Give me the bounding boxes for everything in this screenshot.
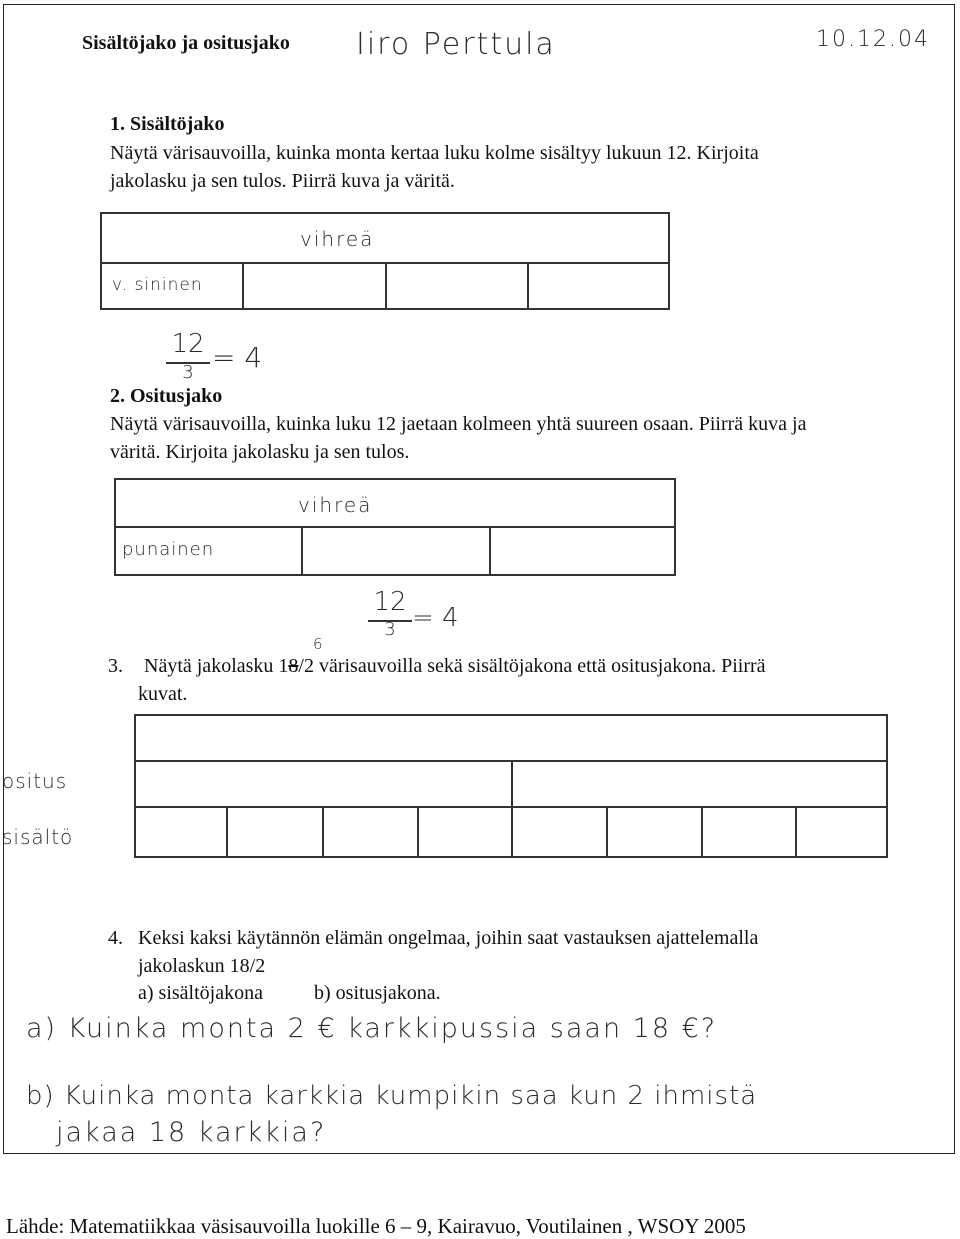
- task1-bottom-rod-label: v. sininen: [112, 275, 203, 295]
- task3-divider: [511, 806, 513, 856]
- task3-correction: 6: [313, 635, 323, 653]
- task4-answer-a: a) Kuinka monta 2 € karkkipussia saan 18 €?: [26, 1013, 718, 1044]
- task3-label-sisalto: sisältö: [2, 825, 74, 849]
- task1-top-rod-label: vihreä: [300, 227, 375, 251]
- task4-answer-b-line2: jakaa 18 karkkia?: [56, 1117, 327, 1148]
- task3-whole-rod: [134, 714, 888, 762]
- student-name: Iiro Perttula: [356, 27, 556, 62]
- task4-line1: Keksi kaksi käytännön elämän ongelmaa, joihin saat vastauksen ajattelemalla: [138, 927, 759, 949]
- task2-divider: [301, 526, 303, 574]
- task1-divider: [385, 262, 387, 308]
- task3-label-ositus: ositus: [2, 769, 68, 793]
- task2-line1: Näytä värisauvoilla, kuinka luku 12 jaetaan kolmeen yhtä suureen osaan. Piirrä kuva ja: [110, 413, 807, 435]
- task2-result: = 4: [412, 603, 459, 633]
- task1-denominator: 3: [182, 362, 194, 383]
- task1-divider: [242, 262, 244, 308]
- task1-numerator: 12: [171, 329, 205, 359]
- task3-divider: [701, 806, 703, 856]
- task1-divider: [527, 262, 529, 308]
- task3-divider: [417, 806, 419, 856]
- task4-answer-b-line1: b) Kuinka monta karkkia kumpikin saa kun 2 ihmistä: [26, 1081, 758, 1111]
- task3-divider: [795, 806, 797, 856]
- struck-digit: 8: [288, 655, 299, 677]
- task2-line2: väritä. Kirjoita jakolasku ja sen tulos.: [110, 441, 410, 463]
- task3-number: 3.: [108, 655, 123, 677]
- task2-top-rod: [114, 478, 676, 528]
- task3-divider: [606, 806, 608, 856]
- task1-top-rod: [100, 212, 670, 264]
- task1-line2: jakolasku ja sen tulos. Piirrä kuva ja väritä.: [110, 170, 455, 192]
- page-title: Sisältöjako ja ositusjako: [82, 32, 290, 54]
- task4-option-a: a) sisältöjakona: [138, 982, 263, 1004]
- task1-line1: Näytä värisauvoilla, kuinka monta kertaa luku kolme sisältyy lukuun 12. Kirjoita: [110, 142, 759, 164]
- task2-numerator: 12: [373, 587, 407, 617]
- task2-denominator: 3: [384, 619, 396, 640]
- task4-line2: jakolaskun 18/2: [138, 955, 266, 977]
- task1-result: = 4: [212, 341, 263, 374]
- task2-bottom-rod-label: punainen: [122, 539, 215, 560]
- task2-divider: [489, 526, 491, 574]
- source-citation: Lähde: Matematiikkaa väsisauvoilla luokille 6 – 9, Kairavuo, Voutilainen , WSOY 2005: [6, 1214, 746, 1238]
- task3-divider: [322, 806, 324, 856]
- task4-option-b: b) ositusjakona.: [314, 982, 441, 1004]
- task2-heading: 2. Ositusjako: [110, 385, 223, 407]
- task4-number: 4.: [108, 927, 123, 949]
- task3-line1: Näytä jakolasku 18/2 värisauvoilla sekä sisältöjakona että ositusjakona. Piirrä: [144, 655, 766, 677]
- task1-heading: 1. Sisältöjako: [110, 113, 225, 135]
- worksheet: [3, 4, 955, 1154]
- task3-line2: kuvat.: [138, 683, 188, 705]
- task3-divider: [511, 760, 513, 806]
- task2-top-rod-label: vihreä: [298, 493, 373, 517]
- date: 10.12.04: [816, 27, 930, 52]
- task3-divider: [226, 806, 228, 856]
